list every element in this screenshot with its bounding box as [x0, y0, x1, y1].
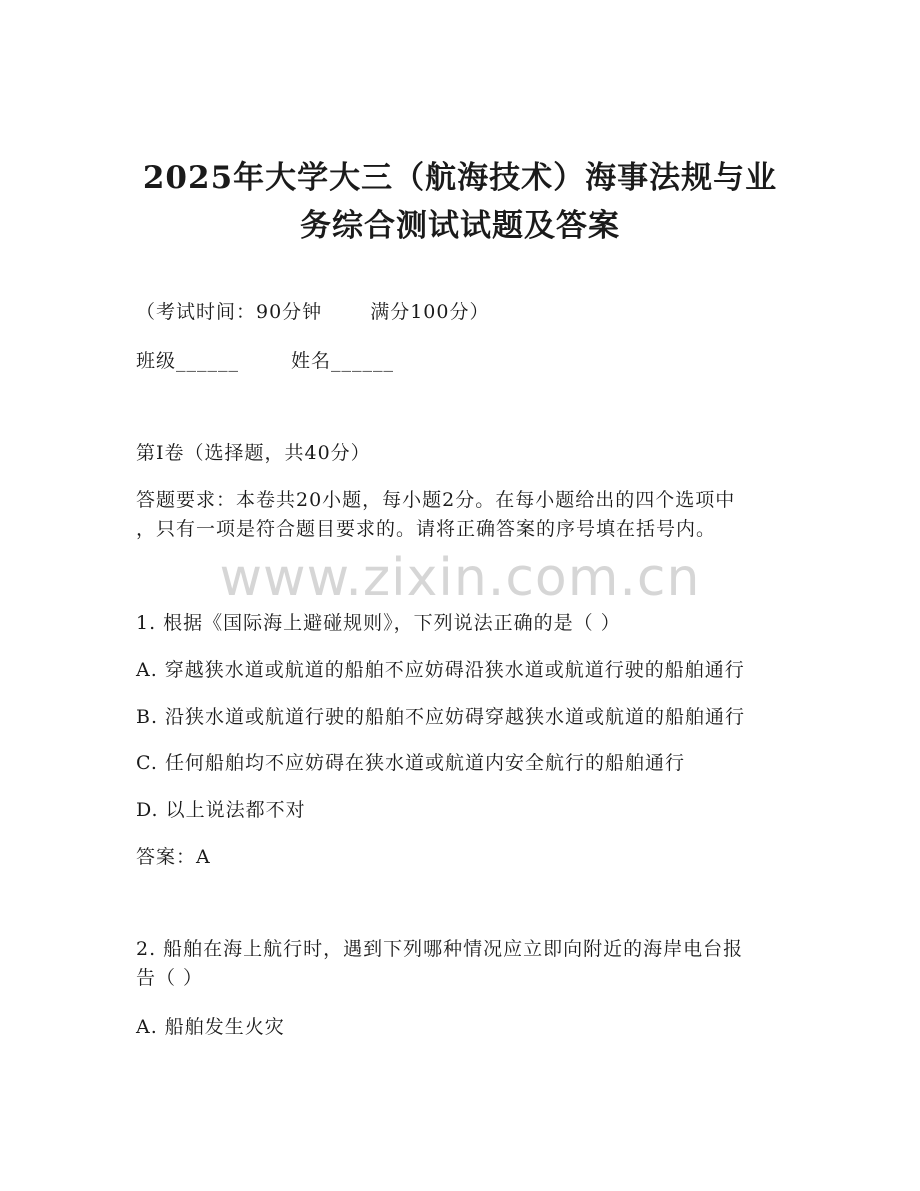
- name-field: 姓名______: [291, 350, 395, 372]
- student-info: [136, 350, 394, 373]
- question-1-option-a: A. 穿越狭水道或航道的船舶不应妨碍沿狭水道或航道行驶的船舶通行: [136, 659, 745, 681]
- question-2-stem-line-1: 2. 船舶在海上航行时，遇到下列哪种情况应立即向附近的海岸电台报: [136, 938, 744, 960]
- exam-info: [136, 301, 489, 324]
- question-1-option-b: B. 沿狭水道或航道行驶的船舶不应妨碍穿越狭水道或航道的船舶通行: [136, 706, 746, 728]
- full-score: 满分100分）: [370, 301, 490, 323]
- question-1-answer: 答案：A: [136, 846, 211, 868]
- instructions-line-1: 答题要求：本卷共20小题，每小题2分。在每小题给出的四个选项中: [136, 489, 736, 511]
- question-1-option-d: D. 以上说法都不对: [136, 799, 306, 821]
- class-field: 班级______: [136, 350, 240, 372]
- instructions-line-2: ，只有一项是符合题目要求的。请将正确答案的序号填在括号内。: [136, 518, 717, 540]
- watermark: www.zixin.com.cn: [219, 548, 701, 608]
- question-1-option-c: C. 任何船舶均不应妨碍在狭水道或航道内安全航行的船舶通行: [136, 752, 685, 774]
- document-title-line-2: 务综合测试试题及答案: [300, 208, 620, 244]
- exam-time: （考试时间：90分钟: [136, 301, 323, 323]
- section-heading: 第I卷（选择题，共40分）: [136, 442, 371, 464]
- question-2-option-a: A. 船舶发生火灾: [136, 1016, 285, 1038]
- question-2-stem-line-2: 告（ ）: [136, 967, 204, 989]
- document-title-line-1: 2025年大学大三（航海技术）海事法规与业: [142, 160, 778, 196]
- question-1-stem: 1. 根据《国际海上避碰规则》，下列说法正确的是（ ）: [136, 612, 621, 634]
